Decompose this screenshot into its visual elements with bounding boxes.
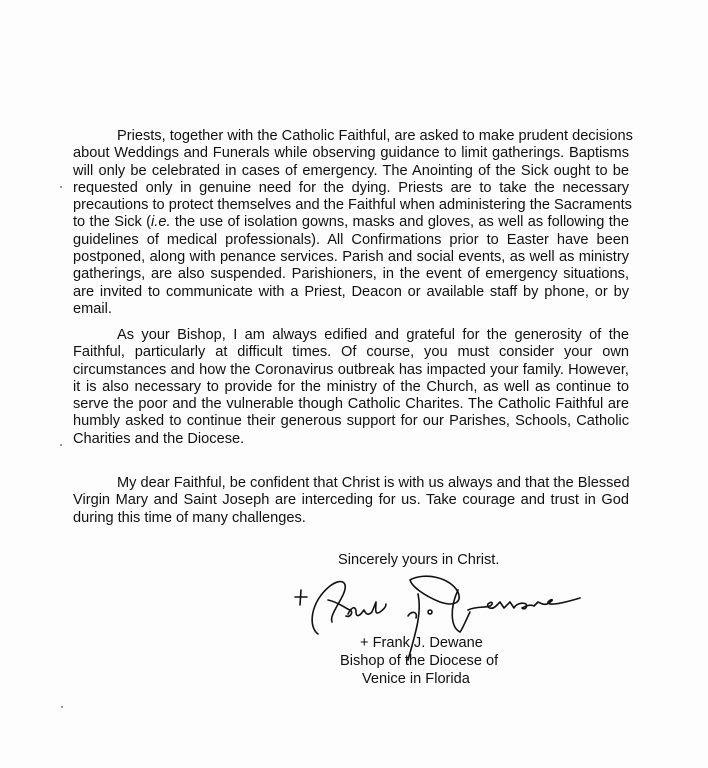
paragraph-1 xyxy=(73,128,633,318)
text-line: As your Bishop, I am always edified and grateful for the generosity of the xyxy=(117,327,629,343)
text-line: Priests, together with the Catholic Faithful, are asked to make prudent decisions xyxy=(117,128,633,144)
text-line: postponed, along with penance services. Parish and social events, as well as ministry xyxy=(73,249,629,266)
text-line: about Weddings and Funerals while observing guidance to limit gatherings. Baptisms xyxy=(73,145,629,162)
text-line: Faithful, particularly at difficult times. Of course, you must consider your own xyxy=(73,344,629,361)
text-segment: to the Sick ( xyxy=(73,214,152,231)
text-line: Virgin Mary and Saint Joseph are interceding for us. Take courage and trust in God xyxy=(73,492,629,509)
text-line: email. xyxy=(73,300,112,317)
text-line: gatherings, are also suspended. Parishioners, in the event of emergency situations, xyxy=(73,266,629,283)
signer-title-line-2: Venice in Florida xyxy=(362,671,470,687)
text-line: circumstances and how the Coronavirus outbreak has impacted your family. However, xyxy=(73,361,629,378)
text-line: are invited to communicate with a Priest, Deacon or available staff by phone, or by xyxy=(73,283,629,300)
paragraph-2 xyxy=(73,327,629,448)
text-line: during this time of many challenges. xyxy=(73,509,306,526)
text-line: precautions to protect themselves and the Faithful when administering the Sacraments xyxy=(73,197,632,214)
text-segment: the use of isolation gowns, masks and gloves, as well as following the xyxy=(170,214,629,231)
text-line: guidelines of medical professionals). All Confirmations prior to Easter have been xyxy=(73,231,629,248)
text-line: Charities and the Diocese. xyxy=(73,430,245,447)
signer-name: + Frank J. Dewane xyxy=(360,635,483,651)
text-line: requested only in genuine need for the dying. Priests are to take the necessary xyxy=(73,179,629,196)
text-line: humbly asked to continue their generous support for our Parishes, Schools, Catholic xyxy=(73,413,629,430)
closing-text: Sincerely yours in Christ. xyxy=(338,552,500,568)
text-line: will only be celebrated in cases of emergency. The Anointing of the Sick ought to be xyxy=(73,162,629,179)
scan-speck xyxy=(60,186,62,188)
text-line xyxy=(73,214,629,231)
text-line: My dear Faithful, be confident that Christ is with us always and that the Blessed xyxy=(117,475,630,491)
italic-abbreviation: i.e. xyxy=(151,214,171,231)
signer-title-line-1: Bishop of the Diocese of xyxy=(340,653,499,669)
text-line: it is also necessary to provide for the ministry of the Church, as well as continue to xyxy=(73,378,629,395)
paragraph-3 xyxy=(73,475,629,527)
scan-speck xyxy=(61,706,63,708)
scan-speck xyxy=(60,444,62,446)
text-line: serve the poor and the vulnerable though Catholic Charites. The Catholic Faithful are xyxy=(73,396,629,413)
